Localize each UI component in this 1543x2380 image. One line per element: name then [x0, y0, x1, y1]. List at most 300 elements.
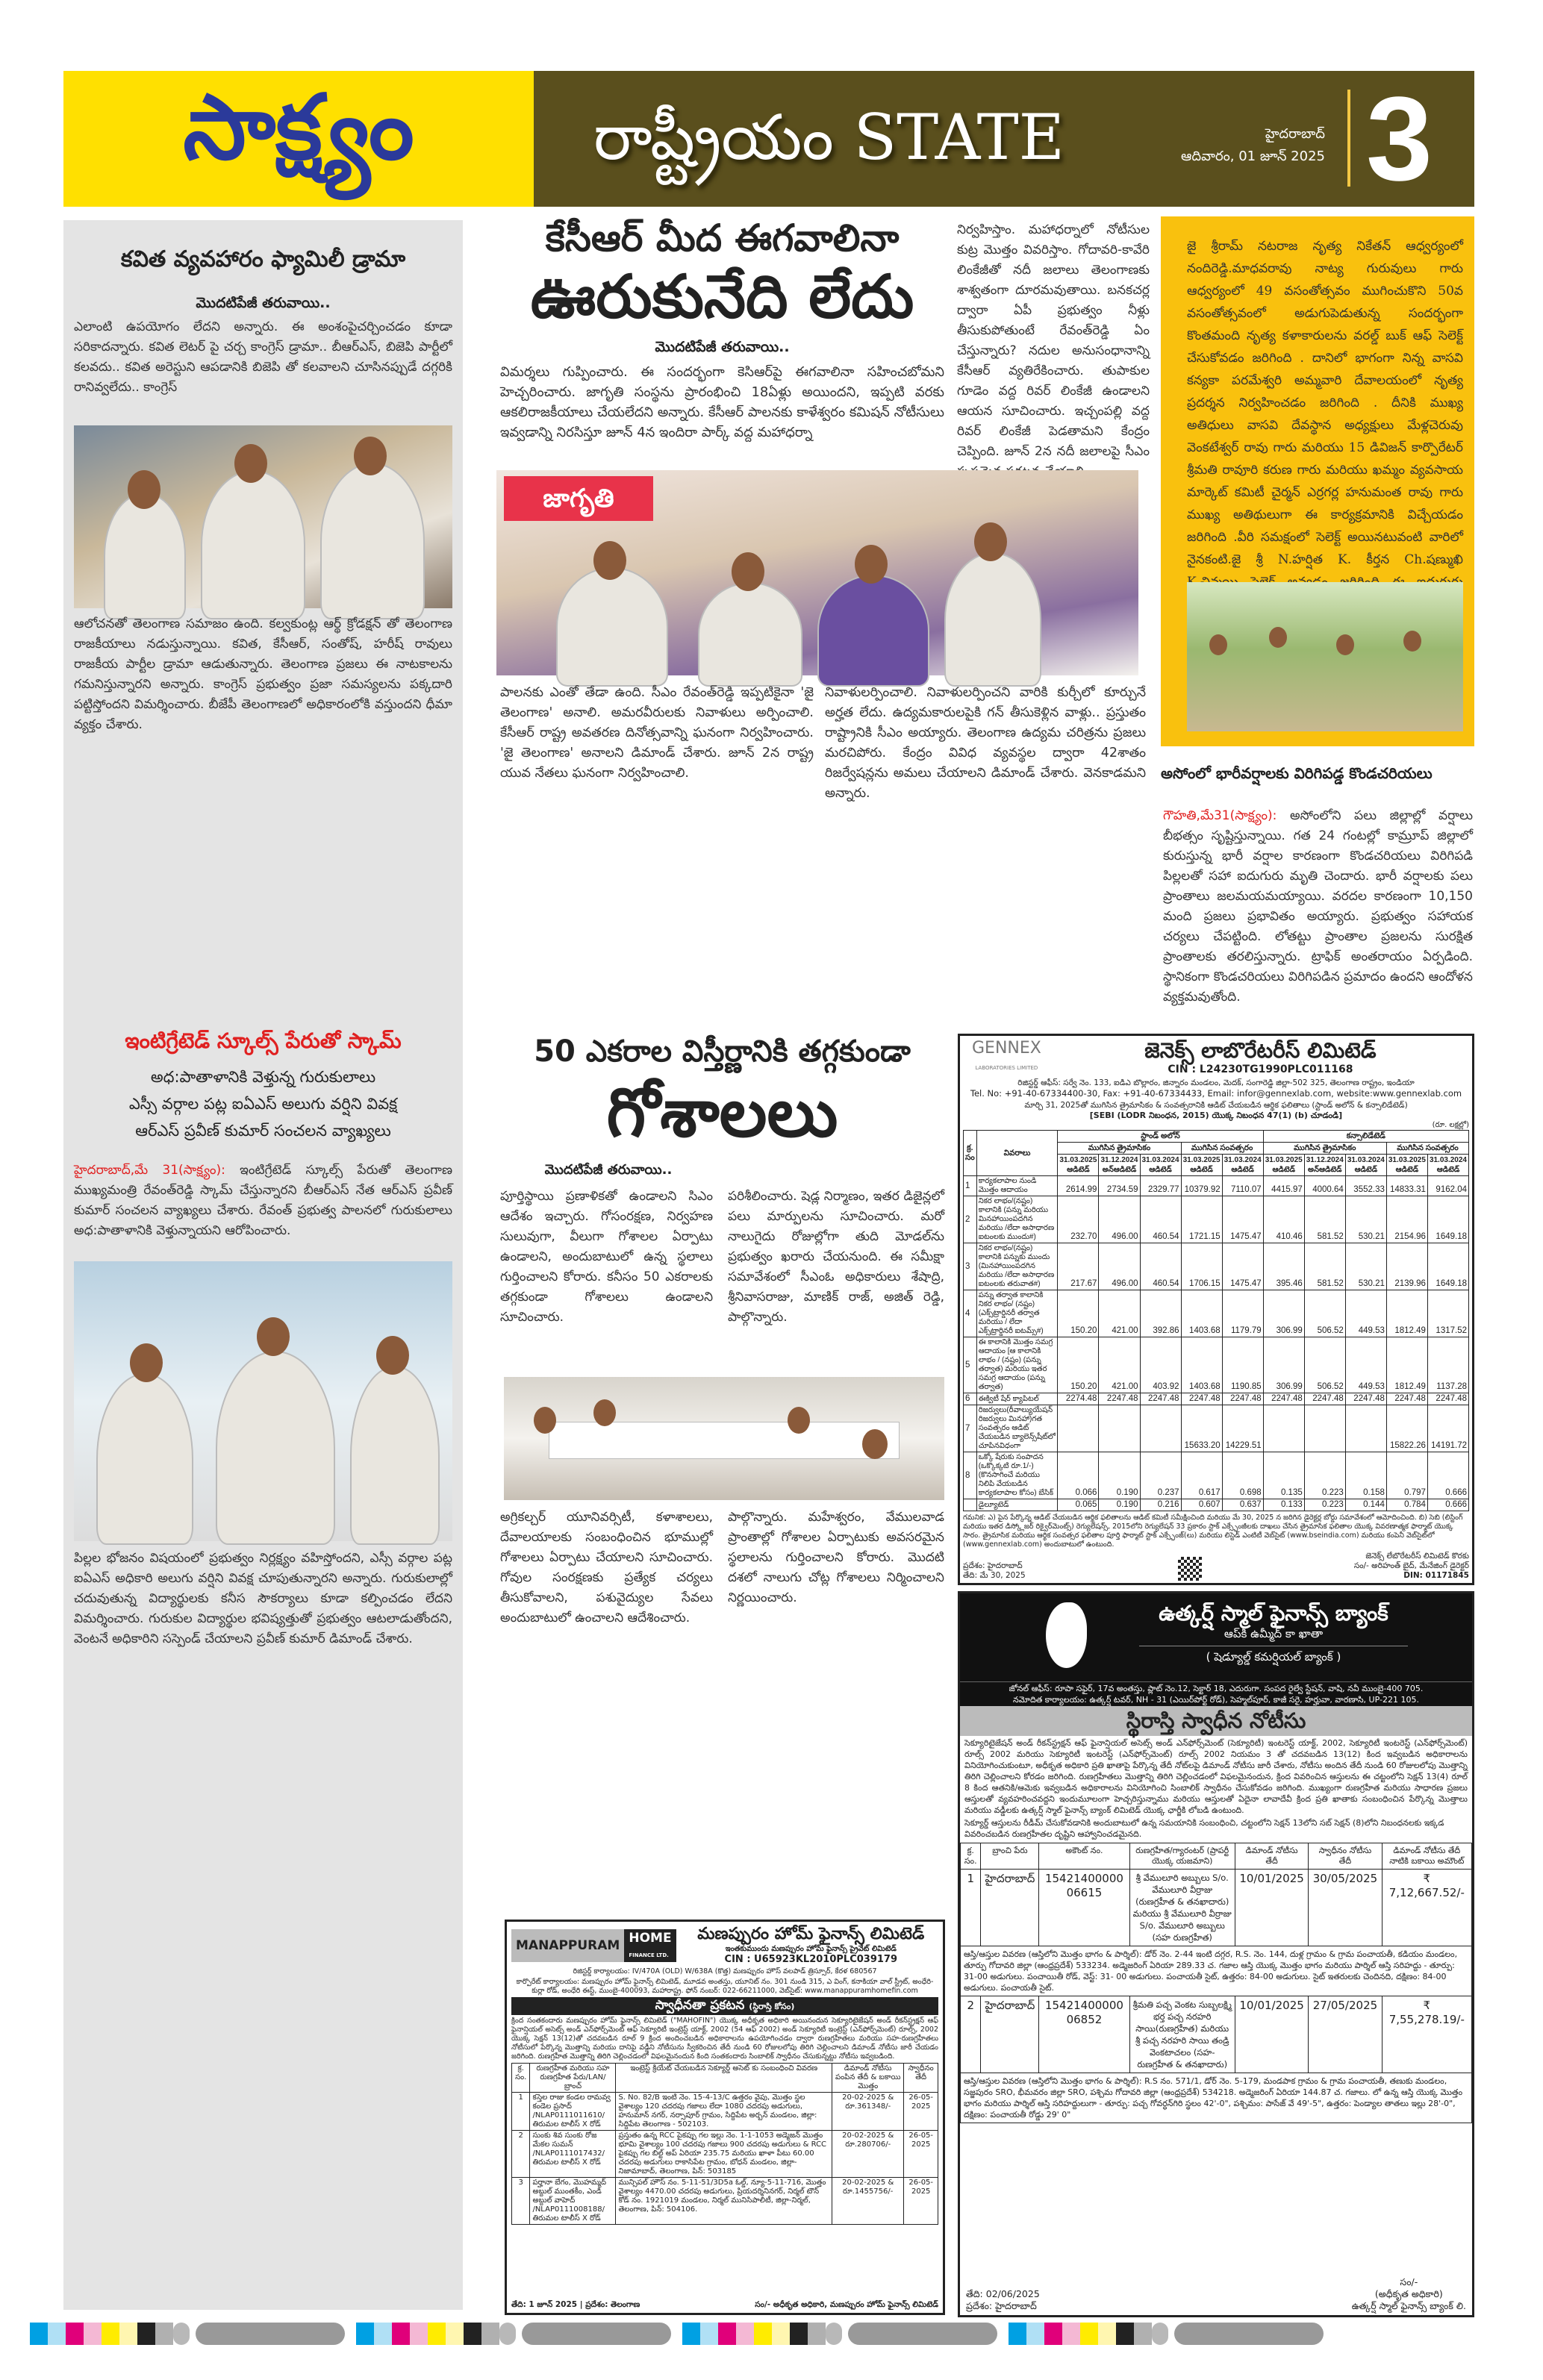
color-swatch: [808, 2323, 826, 2345]
color-swatch: [84, 2323, 102, 2345]
demand-date-amount: 20-02-2025 & రూ.1455756/-: [832, 2178, 904, 2225]
color-swatch: [464, 2323, 481, 2345]
color-swatch: [790, 2323, 808, 2345]
value-cell: 2247.48: [1140, 1393, 1181, 1405]
value-cell: 4000.64: [1304, 1176, 1345, 1196]
paragraph: పాలనకు ఎంతో తేడా ఉంది. సీఎం రేవంత్‌రెడ్డి ఇప్పటికైనా 'జై తెలంగాణ' అనాలి. అమరవీరులకు నివాళులు అర్పించాలి. కేసీఆర్ రాష్ట్ర అవతరణ దినోత్సవాన్ని ఘనంగా నిర్వహించారు. 'జై తెలంగాణ' అనాలని డిమాండ్ చేశారు. జూన్ 2న రాష్ట్ర యువ నేతలు ఘనంగా నిర్వహించాలి.: [500, 685, 814, 781]
story-body: [1187, 235, 1463, 575]
col-header: బ్రాంచి పేరు: [981, 1843, 1039, 1870]
value-cell: 506.52: [1304, 1337, 1345, 1393]
row-label: రిజర్వులు(రీవాల్యుయేషన్ రిజర్వులు మినహా)గత సంవత్సరం ఆడిట్ చేయబడిన బ్యాలెన్స్‌షీట్‌లో చూపినవిధంగా: [976, 1405, 1058, 1452]
row-label: ఈ కాలానికి మొత్తం సమగ్ర ఆదాయం [ఆ కాలానికి లాభం / (నష్టం) (పన్ను తర్వాత) మరియు ఇతర సమగ్ర ఆదాయం (పన్ను తర్వాత): [976, 1337, 1058, 1393]
value-cell: 506.52: [1304, 1290, 1345, 1337]
value-cell: 2734.59: [1099, 1176, 1140, 1196]
possession-date: 26-05-2025: [904, 2131, 938, 2178]
contact-info: Tel. No: +91-40-67334400-30, Fax: +91-40-67334433, Email: infor@gennexlab.com, website:www.gennexlab.com: [970, 1088, 1462, 1099]
color-swatch: [119, 2323, 137, 2345]
row-number: 1: [961, 1870, 981, 1946]
section-title: రాష్ట్రీయం STATE: [593, 101, 1064, 174]
story-body: [74, 1161, 452, 1250]
registration-dot: [826, 2323, 842, 2345]
paragraph: ఇంటిగ్రేటెడ్ స్కూల్స్ పేరుతో తెలంగాణ ముఖ్యమంత్రి రేవంత్‌రెడ్డి స్కామ్ చేస్తున్నారని బీఆర్ఎస్ నేత ఆర్ఎస్ ప్రవీణ్ కుమార్ సంచలన వ్యాఖ్యలు చేశారు. రేవంత్ ప్రభుత్వ పాలనలో గురుకులాలు అధ:పాతాళానికి వెళ్తున్నాయని ఆరోపించారు.: [74, 1163, 453, 1238]
value-cell: 0.666: [1427, 1499, 1468, 1511]
color-swatch: [481, 2323, 499, 2345]
row-number: 3: [512, 2178, 530, 2225]
story-headline: కేసీఆర్ మీద ఈగవాలినా: [545, 216, 900, 260]
row-number: 3: [964, 1243, 977, 1290]
color-swatch: [374, 2323, 392, 2345]
right-ads-column: [958, 1034, 1474, 2317]
value-cell: 392.86: [1140, 1290, 1181, 1337]
value-cell: 306.99: [1263, 1290, 1304, 1337]
value-cell: 15822.26: [1386, 1405, 1427, 1452]
print-color-bar: [0, 2321, 1543, 2346]
color-swatch: [1026, 2323, 1044, 2345]
story-headline-large: గోశాలలు: [606, 1074, 838, 1152]
story-headline: 50 ఎకరాల విస్తీర్ణానికి తగ్గకుండా: [534, 1034, 911, 1069]
dateline: [1181, 123, 1325, 168]
value-cell: 530.21: [1345, 1196, 1386, 1243]
row-label: డైల్యూటెడ్: [976, 1499, 1058, 1511]
value-cell: 14833.31: [1386, 1176, 1427, 1196]
registration-dot: [499, 2323, 516, 2345]
notice-text: క్రింద సంతకందారు మణప్పురం హోమ్ ఫైనాన్స్ లిమిటెడ్ ("MAHOFIN") యొక్క అధీకృత అధికారి అయినందున సెక్యూరిటైజేషన్ అండ్ రీకన్‌స్ట్రక్షన్ ఆఫ్ ఫైనాన్షియల్ అసెట్స్ అండ్ ఎన్‌ఫోర్స్‌మెంట్ ఆఫ్ సెక్యూరిటీ ఇంట్రెస్ట్ యాక్ట్, 2002 (54 ఆఫ్ 2002) అండ్ సెక్యూరిటీ ఇంట్రెస్ట్ (ఎన్‌ఫోర్స్‌మెంట్) రూల్స్, 2002 యొక్క సెక్షన్ 13(12)తో చదవబడిన రూల్ 9 క్రింద అందించబడిన అధికారాలను ఉపయోగించడం ద్వారా రుణగ్రహీతలు మరియు సహ-రుణగ్రహీతలు నోటీసులో పేర్కొన్న మొత్తాన్ని మరియు దానిపై వడ్డీని నోటీసును స్వీకరించిన తేదీ నుండి 60 రోజులలోపు తిరిగి చెల్లించాలని డిమాండ్ నోటీసు జారీ చేయడం జరిగింది. రుణగ్రహీత మొత్తాన్ని తిరిగి చెల్లించడంలో విఫలమైనందున కింది సంతకందారు సింబాలిక్ స్వాధీనం చేసుకున్నట్టు నోటీసు ఇవ్వబడింది.: [511, 2017, 938, 2061]
signatory: జెనెక్స్ లేబొరేటరీస్ లిమిటెడ్ కొరకు: [1365, 1552, 1469, 1561]
story-subheadlines: [63, 1063, 463, 1144]
color-swatch: [1080, 2323, 1098, 2345]
value-cell: 410.46: [1263, 1196, 1304, 1243]
value-cell: 1403.68: [1181, 1337, 1222, 1393]
row-label: పన్ను తర్వాత కాలానికి నికర లాభం/ (నష్టం) (ఎక్స్‌ట్రార్డినరీ తర్వాత మరియు / లేదా ఎక్స్‌ట్రార్డినరీ ఐటమ్స్#): [976, 1290, 1058, 1337]
row-number: 1: [512, 2093, 530, 2131]
value-cell: [1058, 1405, 1099, 1452]
event-photo: [1187, 582, 1463, 731]
subheadline: ఆర్ఎస్ ప్రవీణ్ కుమార్ సంచలన వ్యాఖ్యలు: [135, 1122, 391, 1140]
value-cell: [1099, 1405, 1140, 1452]
logo-text: సాక్ష్యం: [183, 76, 414, 180]
value-cell: 403.92: [1140, 1337, 1181, 1393]
bank-logo-icon: [1046, 1602, 1087, 1668]
color-swatch: [736, 2323, 754, 2345]
story-headline-large: ఊరుకునేది లేదు: [530, 262, 914, 331]
col-header: క్ర. సం.: [512, 2064, 530, 2093]
color-swatch: [137, 2323, 155, 2345]
value-cell: 395.46: [1263, 1243, 1304, 1290]
table-row: [964, 1337, 1469, 1393]
header-row: [964, 1131, 1469, 1143]
value-cell: 14191.72: [1427, 1405, 1468, 1452]
color-swatch: [682, 2323, 700, 2345]
paragraph: నివాళులర్పించాలి. నివాళులర్పించని వారికి కుర్చీలో కూర్చునే అర్హత లేదు. ఉద్యమకారులపైకి గన్ తీసుకెళ్లిన వాళ్లు.. ప్రస్తుతం రాష్ట్రానికి సీఎం అయ్యారు. తెలంగాణ ఉద్యమ చరిత్రను ప్రజలు మరచిపోరు. కేంద్రం వివిధ వ్యవస్థల ద్వారా 42శాతం రిజర్వేషన్లను అమలు చేయాలని డిమాండ్ చేశారు. వెనకాడమని అన్నారు.: [825, 685, 1146, 801]
value-cell: 0.698: [1222, 1452, 1263, 1499]
color-swatch: [772, 2323, 790, 2345]
property-row: [961, 2073, 1472, 2123]
story-body: [1163, 806, 1473, 1019]
table-row: [512, 2131, 938, 2178]
value-cell: [1140, 1405, 1181, 1452]
table-row: [964, 1290, 1469, 1337]
borrower-name: సుంకు శివ సుంకు రోజ మేకల సుమన్ /NLAP0111017432/ తిరుమల టాలీస్ X రోడ్: [530, 2131, 616, 2178]
continued-label: మొదటిపేజీ తరువాయి..: [655, 339, 790, 355]
story-body: [500, 1187, 713, 1369]
date-header: 31.03.2024 ఆడిటెడ్: [1345, 1155, 1386, 1176]
bank-addresses: జోనల్ ఆఫీస్: రూపా సఫైర్, 17వ అంతస్తు, ప్లాట్ నెం.12, సెక్టార్ 18, ఎదురుగా. సంపద రైల్వే స్టేషన్, వాషి, నవీ ముంబై-400 705. నమోదిత కార్యాలయం: ఉత్కర్ష్ టవర్, NH - 31 (ఎయిర్‌పోర్ట్ రోడ్), సెహ్మల్‌పూర్, కాజీ సరై, హర్హువా, వారణాసి, UP-221 105.: [960, 1681, 1472, 1706]
cin: CIN : L24230TG1990PLC011168: [1168, 1063, 1353, 1075]
value-cell: 2274.48: [1058, 1393, 1099, 1405]
value-cell: 0.190: [1099, 1452, 1140, 1499]
value-cell: 0.065: [1058, 1499, 1099, 1511]
asset-description: S. No. 82/B ఇంటి నెం. 15-4-13/C ఉత్తరం వైపు, మొత్తం స్థల వైశాల్యం 120 చదరపు గజాలు లేదా 1080 చదరపు అడుగులు, హనుమాన్ నగర్, నర్సాపూర్ గ్రామం, సిద్దిపేట అర్బన్ మండలం, జిల్లా: సిద్దిపేట తెలంగాణ - 502103.: [616, 2093, 832, 2131]
subgroup-header: ముగిసిన సంవత్సరం: [1181, 1143, 1263, 1155]
color-swatch: [718, 2323, 736, 2345]
color-swatch: [1134, 2323, 1152, 2345]
value-cell: 2247.48: [1386, 1393, 1427, 1405]
story-headline: ఇంటిగ్రేటెడ్ స్కూల్స్ పేరుతో స్కామ్: [125, 1028, 402, 1053]
value-cell: 2614.99: [1058, 1176, 1099, 1196]
paragraph: నిర్వహిస్తాం. మహాధర్నాలో నోటీసుల కుట్ర మొత్తం వివరిస్తాం. గోదావరి-కావేరి లింకేజీతో నదీ జలాలు తెలంగాణకు శాశ్వతంగా దూరమవుతాయి. బనకచర్ల ద్వారా ఏపీ ప్రభుత్వం నీళ్లు తీసుకుపోతుంటే రేవంత్‌రెడ్డి ఏం చేస్తున్నారు? నదుల అనుసంధానాన్ని కేసీఆర్ వ్యతిరేకించారు. తుపాకుల గూడెం వద్ద రివర్ లింకేజీ ఉండాలని ఆయన సూచించారు. ఇచ్చంపల్లి వద్ద రివర్ లింకేజీ పెడతామని కేంద్రం చెప్పింది. జూన్ 2న నదీ జలాలపై సీఎం: [957, 222, 1150, 459]
value-cell: 1721.15: [1181, 1196, 1222, 1243]
date-header: 31.12.2024 అన్‌ఆడిటెడ్: [1304, 1155, 1345, 1176]
property-description: ఆస్తి/ఆస్తుల వివరణ (ఆస్తిలోని మొత్తం భాగం & పార్శిల్): R.S నం. 571/1, డోర్ నెం. 5-179, మండపాక గ్రామం & గ్రామ పంచాయతీ, తణుకు మండలం, సజ్జపురం SRO, భీమవరం జిల్లా SRO, పశ్చిమ గోదావరి జిల్లా (ఆంధ్రప్రదేశ్) 534218. అడ్మెజరింగ్ ఏరియా 144.87 చ. గజాలు. లో ఉన్న ఆస్తి యొక్క మొత్తం భాగం మరియు పార్శిల్ ఆస్తి సరిహద్దులుగా - తూర్పు: పచ్చ గోవర్ధన్‌గిరి స్థలం 42'-0", పశ్చిమం: పాసేజ్ వే 49'-5", ఉత్తరం: పెండ్యాల తాతలు ఇల్లు 28'-0", దక్షిణం: పంచాయతీ రోడ్డు 29' 0": [961, 2073, 1472, 2123]
row-label: కార్యకలాపాల నుండి మొత్తం ఆదాయం: [976, 1176, 1058, 1196]
photo-banner: జాగృతి: [504, 476, 653, 521]
news-photo: [74, 1261, 452, 1541]
value-cell: 14229.51: [1222, 1405, 1263, 1452]
value-cell: 15633.20: [1181, 1405, 1222, 1452]
possession-date: 26-05-2025: [904, 2093, 938, 2131]
notice-text: సెక్యూరిటైజేషన్ అండ్ రీకన్‌స్ట్రక్షన్ ఆఫ్ ఫైనాన్షియల్ అసెట్స్ అండ్ ఎన్‌ఫోర్స్‌మెంట్ (సెక్యూరిటీ) ఇంటరెస్ట్ యాక్ట్, 2002, సెక్యూరిటీ ఇంటరెస్ట్ (ఎన్‌ఫోర్స్‌మెంట్) రూల్స్ 2002 మరియు సెక్యూరిటీ ఇంటరెస్ట్ (ఎన్‌ఫోర్స్‌మెంట్) రూల్స్ 2002 నియమం 3 తో చదవబడిన 13(12) కింద ఇవ్వబడిన అధికారాలను వినియోగించుకుంటూ, అధీకృత అధికారి ప్రతి ఖాతాపై పేర్కొన్న తేదీ నోట్‌లపై డిమాండ్ నోటీసు జారీ చేశారు, నోటీసు అందిన తేదీ నుండి 60 రోజులలోపు మొత్తాన్ని తిరిగి చెల్లించాలని కోరడం జరిగింది. రుణగ్రహీతలు మొత్తాన్ని తిరిగి చెల్లించడంలో విఫలమైనందున, క్రింద వివరించిన ఆస్తులను ఈ చట్టంలోని సెక్షన్ 13(4) రూల్ 8 కింద ఆతనికి/ఆమెకు ఇవ్వబడిన అధికారాలను వినియోగించి సింబాలిక్ స్వాధీనం చేసుకోవడం జరిగింది. ముఖ్యంగా రుణగ్రహీత మరియు సాధారణ ప్రజలు ఆస్తులతో వ్యవహరించవద్దని ఇందుమూలంగా హెచ్చరిస్తున్నాము మరియు ఆస్తులతో ఏదైనా లావాదేవీ క్రింద ప్రతి ఖాతాకు సంబంధించిన పేర్కొన్న మొత్తాలు మరియు వడ్డీలకు ఉత్కర్ష్ స్మాల్ ఫైనాన్స్ బ్యాంక్ లిమిటెడ్ యొక్క ఛార్జీకి లోబడి ఉంటుంది.: [964, 1738, 1468, 1815]
color-swatch: [30, 2323, 48, 2345]
color-swatch: [428, 2323, 446, 2345]
story-body: [500, 1508, 713, 1911]
demand-date-amount: 20-02-2025 & రూ.280706/-: [832, 2131, 904, 2178]
value-cell: 1317.52: [1427, 1290, 1468, 1337]
color-swatch: [66, 2323, 84, 2345]
row-label: ఒక్కో షేరుకు సంపాదన (ఒక్కొక్కటి రూ.1/-) (కొనసాగించే మరియు నిలిపి వేయబడిన కార్యకలాపాల కోసం) బేసిక్: [976, 1452, 1058, 1499]
col-header: క్ర. సం: [964, 1131, 977, 1176]
subgroup-header: ముగిసిన త్రైమాసికం: [1058, 1143, 1181, 1155]
bank-tagline: ఆప్‌కీ ఉమ్మీద్ కా ఖాతా: [1224, 1627, 1324, 1640]
value-cell: 0.223: [1304, 1499, 1345, 1511]
table-row: [964, 1176, 1469, 1196]
group-header: కన్సాలిడేటెడ్: [1263, 1131, 1468, 1143]
col-header: డిమాండ్ నోటీసు పంపిన తేదీ & బకాయి మొత్తం: [832, 2064, 904, 2093]
row-number: 2: [961, 1996, 981, 2073]
col-header: రుణగ్రహీత మరియు సహ రుణగ్రహీత పేరు/LAN/ బ్రాంచ్: [530, 2064, 616, 2093]
row-number: 8: [964, 1452, 977, 1499]
demand-date: 10/01/2025: [1235, 1996, 1308, 2073]
dance-event-box: [1161, 216, 1474, 746]
value-cell: 460.54: [1140, 1243, 1181, 1290]
col-header: అకౌంట్ నం.: [1039, 1843, 1129, 1870]
color-swatch: [102, 2323, 119, 2345]
date: తేది: మే 30, 2025: [963, 1571, 1026, 1580]
value-cell: 3552.33: [1345, 1176, 1386, 1196]
story-body: [74, 1549, 452, 2302]
financial-results-table: [963, 1130, 1469, 1511]
story-body: [500, 683, 814, 989]
color-swatch: [1009, 2323, 1026, 2345]
divider: [1347, 90, 1350, 187]
value-cell: 530.21: [1345, 1243, 1386, 1290]
regd-office: రిజిస్టర్డ్ ఆఫీస్: సర్వే నెం. 133, ఐడిఎ బొల్లారం, జిన్నారం మండలం, మెదక్, సంగారెడ్డి జిల్లా-502 325, తెలంగాణ రాష్ట్రం, ఇండియా: [1017, 1078, 1415, 1087]
story-body: [500, 362, 944, 466]
asset-description: మున్సిపల్ హౌస్ నం. 5-11-51/3D5a ఓల్డ్, న్యూ-5-11-716, మొత్తం వైశాల్యం 4470.00 చదరపు అడుగులు, ప్రియదర్శినినగర్, నిర్మల్ టౌన్ కోడ్ నం. 1921019 మండలం, నిర్మల్ మునిసిపాలిటీ, జిల్లా-నిర్మల్, తెలంగాణ, పిన్: 504106.: [616, 2178, 832, 2225]
utkarsh-possession-ad: [958, 1591, 1474, 2317]
value-cell: 0.190: [1099, 1499, 1140, 1511]
page-number: 3: [1366, 72, 1433, 205]
manappuram-ad: [505, 1920, 945, 2315]
table-row: [964, 1243, 1469, 1290]
place: ప్రదేశం: హైదరాబాద్: [966, 2300, 1037, 2311]
value-cell: 0.223: [1304, 1452, 1345, 1499]
row-number: 2: [512, 2131, 530, 2178]
value-cell: 1475.47: [1222, 1196, 1263, 1243]
value-cell: 2247.48: [1222, 1393, 1263, 1405]
outstanding-amount: ₹ 7,55,278.19/-: [1382, 1996, 1471, 2073]
col-header: డిమాండ్ నోటీసు తేదీ: [1235, 1843, 1308, 1870]
value-cell: 217.67: [1058, 1243, 1099, 1290]
paragraph: జై శ్రీరామ్ నటరాజ నృత్య నికేతన్ ఆధ్వర్యంలో నందిరెడ్డి.మాధవరావు నాట్య గురువులు గారు ఆధ్వర్యంలో 49 వసంతోత్సవం ముగించుకొని 50వ వసంతోత్సవంలో అడుగుపెడుతున్న సందర్భంగా కొంతమంది నృత్య కళాకారులను వరల్డ్ బుక్ ఆఫ్ సెలెక్ట్ చేసుకోవడం జరిగింది . దానిలో భాగంగా నిన్న వాసవి కన్యకా పరమేశ్వరి అమ్మవారి దేవాలయంలో నృత్య ప్రదర్శన నిర్వహించడం జరిగింది . దీనికి ముఖ్య అతిధులు వాసవి దేవస్థాన అధ్యక్షులు మేళ్లచెరువు వెంకటేశ్వర్ రావు గారు మరియు 15 డివిజన్ కార్పొరేటర్ శ్రీమతి రావూరి కరుణ గారు మరియు ఖమ్మం వ్యవసాయ మార్కెట్ కమిటీ చైర్మన్ ఎర్రగర్ల హనుమంత రావు గారు ముఖ్య అతిథులుగా ఈ కార్యక్రమానికి విచ్చేయడం జరిగింది .వీరి సమక్షంలో సెలెక్ట్ అయినటువంటి వారిలో నైనకంటి.జై శ్రీ N.హర్షిత K. కీర్తన Ch.షణ్ముఖి: [1187, 239, 1463, 567]
value-cell: 581.52: [1304, 1196, 1345, 1243]
regd-office: రిజిస్టర్డ్ కార్యాలయం: IV/470A (OLD) W/638A (కొత్త) మణప్పురం హౌస్ వలపాడ్ త్రిస్సూర్, కేరళ 680567: [573, 1967, 877, 1975]
value-cell: 2247.48: [1427, 1393, 1468, 1405]
registration-dot: [1152, 2323, 1168, 2345]
paragraph: ఎలాంటి ఉపయోగం లేదని అన్నారు. ఈ అంశంపైచర్చించడం కూడా సరికాదన్నారు. కవిత లెటర్ పై చర్చ కాంగ్రెస్ డ్రామా.. బీఆర్ఎస్, బిజెపి పార్టీలో కలవదు.. కవిత అరెస్టుని ఆపడానికి బిజెపి తో కలవాలని చూసినప్పుడే దగ్గరికి రానివ్వలేదు.. కాంగ్రెస్: [74, 319, 452, 395]
row-number: 4: [964, 1290, 977, 1337]
signatory: సం/- అధీకృత అధికారి, మణప్పురం హోమ్ ఫైనాన్స్ లిమిటెడ్: [755, 2300, 938, 2309]
table-row: [961, 1996, 1472, 2073]
value-cell: 4415.97: [1263, 1176, 1304, 1196]
col-header: స్వాధీనం తేదీ: [904, 2064, 938, 2093]
manappuram-logo: MANAPPURAM HOME FINANCE LTD.: [511, 1929, 676, 1962]
story-headline: అసోంలో భారీవర్షాలకు విరిగిపడ్డ కొండచరియలు: [1161, 764, 1433, 782]
value-cell: 0.144: [1345, 1499, 1386, 1511]
story-body: [825, 683, 1146, 989]
company-title: జెనెక్స్ లాబొరేటరీస్ లిమిటెడ్: [1144, 1038, 1377, 1063]
section-banner: [534, 71, 1474, 207]
paragraph: విమర్శలు గుప్పించారు. ఈ సందర్భంగా కెసిఆర్‌పై ఈగవాలినా సహించబోమని హెచ్చరించారు. జాగృతి సంస్థను ప్రారంభించి 18ఏళ్లు అయిందని, ఇప్పటి వరకు ఆకలిరాజకీయాలు చేయలేదని అన్నారు. కేసీఆర్ పాలనకు కాళేశ్వరం కమిషన్ నోటీసులు ఇవ్వడాన్ని నిరసిస్తూ జూన్ 4న ఇందిరా పార్క్ వద్ద మహాధర్నా: [500, 364, 944, 440]
demand-date-amount: 20-02-2025 & రూ.361348/-: [832, 2093, 904, 2131]
story-body: [728, 1508, 944, 1911]
possession-date: 30/05/2025: [1309, 1870, 1382, 1946]
signature: సం/-: [1400, 2276, 1418, 2287]
date-header: 31.12.2024 అన్‌ఆడిటెడ్: [1099, 1155, 1140, 1176]
color-swatch: [1116, 2323, 1134, 2345]
borrower-name: శ్రీ వేములూరి అబ్బులు S/o. వేములూరి వీర్రాజు (రుణగ్రహీత & తనఖాదారు) మరియు శ్రీ వేములూరి వీర్రాజు S/o. వేములూరి అబ్బులు (సహ రుణగ్రహీత): [1129, 1870, 1235, 1946]
value-cell: 0.158: [1345, 1452, 1386, 1499]
col-header: వివరాలు: [976, 1131, 1058, 1176]
gray-bar: [848, 2323, 997, 2345]
notice-title: స్వాధీనతా ప్రకటన (స్థిరాస్తి కోసం): [511, 1997, 938, 2015]
cin: CIN : U65923KL2010PLC039179: [724, 1954, 898, 1965]
qr-code: [1178, 1557, 1202, 1581]
news-photo: [504, 1377, 944, 1500]
row-number: 2: [964, 1196, 977, 1243]
value-cell: 449.53: [1345, 1290, 1386, 1337]
table-row: [512, 2093, 938, 2131]
date: తేది: 02/06/2025: [966, 2288, 1040, 2299]
value-cell: 1812.49: [1386, 1290, 1427, 1337]
color-swatch: [48, 2323, 66, 2345]
newspaper-logo: [63, 71, 534, 207]
value-cell: 1190.85: [1222, 1337, 1263, 1393]
col-header: డిమాండ్ నోటీసు తేదీ నాటికి బకాయి అమౌంట్: [1382, 1843, 1471, 1870]
value-cell: 449.53: [1345, 1337, 1386, 1393]
continued-label: మొదటిపేజీ తరువాయి..: [544, 1162, 673, 1178]
gray-bar: [1174, 2323, 1324, 2345]
value-cell: 0.066: [1058, 1452, 1099, 1499]
demand-date: 10/01/2025: [1235, 1870, 1308, 1946]
row-number: 7: [964, 1405, 977, 1452]
value-cell: 0.135: [1263, 1452, 1304, 1499]
story-body: [957, 220, 1150, 466]
paragraph: పూర్తిస్థాయి ప్రణాళికతో ఉండాలని సిఎం ఆదేశం ఇచ్చారు. గోసంరక్షణ, నిర్వహణ సులువుగా, వీలుగా గోశాలల ఏర్పాటు ఉండాలని, అందుబాటులో ఉన్న స్థలాలు గుర్తించాలని కోరారు. కనీసం 50 ఎకరాలకు తగ్గకుండా గోశాలలు ఉండాలని సూచించారు.: [500, 1189, 713, 1325]
notes: గమనిక: ఎ) పైన పేర్కొన్న ఆడిట్ చేయబడిన ఆర్థిక ఫలితాలను ఆడిట్ కమిటీ సమీక్షించింది మరియు మే 30, 2025 న జరిగిన డైరెక్టర్ల బోర్డు సమావేశంలో ఆమోదించింది. బి) సెబి (లిస్టింగ్ మరియు ఇతర డిస్క్లోజర్ రిక్వైర్‌మెంట్స్) రెగ్యులేషన్స్, 2015లోని రెగ్యులేషన్ 33 ప్రకారం స్టాక్ ఎక్స్ఛేంజీలకు దాఖలు చేసిన త్రైమాసిక ఫలితాల యొక్క వివరణాత్మక ఫార్మాట్ యొక్క సారం. త్రైమాసిక మరియు ఆర్థిక సంవత్సర ఫలితాల పూర్తి ఫార్మాట్ స్టాక్ ఎక్స్ఛేంజ్(లు) మరియు లిస్టెడ్ ఎంటిటీ వెబ్‌సైట్ (www.bseindia.com) మరియు కంపెనీ వెబ్‌సైట్‌లో (www.gennexlab.com) అందుబాటులో ఉంటుంది.: [963, 1514, 1463, 1549]
signatory-title: (అధీకృత అధికారి): [1374, 2288, 1443, 2299]
story-headline: కవిత వ్యవహారం ఫ్యామిలీ డ్రామా: [120, 246, 406, 272]
row-number: 5: [964, 1337, 977, 1393]
branch-name: హైదరాబాద్: [981, 1996, 1039, 2073]
value-cell: 2154.96: [1386, 1196, 1427, 1243]
news-photo: [74, 425, 452, 608]
value-cell: 2247.48: [1181, 1393, 1222, 1405]
gray-bar: [196, 2323, 345, 2345]
table-row: [964, 1452, 1469, 1499]
color-swatch: [410, 2323, 428, 2345]
news-photo: [496, 470, 1138, 675]
story-body: [74, 317, 452, 422]
value-cell: 232.70: [1058, 1196, 1099, 1243]
value-cell: 2247.48: [1263, 1393, 1304, 1405]
continued-label: మొదటిపేజీ తరువాయి..: [196, 295, 331, 311]
subheadline: అధ:పాతాళానికి వెళ్తున్న గురుకులాలు: [150, 1068, 376, 1086]
value-cell: 460.54: [1140, 1196, 1181, 1243]
table-row: [961, 1870, 1472, 1946]
table-row: [964, 1196, 1469, 1243]
value-cell: 150.20: [1058, 1337, 1099, 1393]
col-header: ఇంట్రెస్ట్ క్రియేట్ చేయబడిన సెక్యూర్డ్ అసెట్ కు సంబంధించి వివరణ: [616, 2064, 832, 2093]
subgroup-header: ముగిసిన త్రైమాసికం: [1263, 1143, 1386, 1155]
color-swatch: [446, 2323, 464, 2345]
value-cell: 421.00: [1099, 1290, 1140, 1337]
value-cell: 2247.48: [1345, 1393, 1386, 1405]
value-cell: 496.00: [1099, 1243, 1140, 1290]
value-cell: 0.607: [1181, 1499, 1222, 1511]
table-row: [964, 1499, 1469, 1511]
property-description: ఆస్తి/ఆస్తుల వివరణ (ఆస్తిలోని మొత్తం భాగం & పార్శిల్): డోర్ నెం. 2-44 ఇంటి దగ్గర, R.S. నెం. 144, దుళ్ల గ్రామం & గ్రామ పంచాయతీ, కడియం మండలం, తూర్పు గోదావరి జిల్లా (ఆంధ్రప్రదేశ్) 533234. అడ్మెజరింగ్ ఏరియా 289.33 చ. గజాల ఆస్తి యొక్క మొత్తం భాగం మరియు పార్శిల్ ఆస్తి సరిహద్దు - తూర్పు: 31-00 అడుగులు. పంచాయితీ రోడ్, వెస్ట్: 31- 00 అడుగులు. పంచాయతీ సైట్, ఉత్తరం: 84-00 అడుగులు. సైట్ ఇతరులకు చెందినది, దక్షిణం: 84-00 అడుగులు. పంచాయతీ సైట్.: [961, 1946, 1472, 1996]
date-header: 31.03.2025 ఆడిటెడ్: [1058, 1155, 1099, 1176]
value-cell: 2247.48: [1099, 1393, 1140, 1405]
account-number: 15421400000 06852: [1039, 1996, 1129, 2073]
date-header: 31.03.2025 ఆడిటెడ్: [1263, 1155, 1304, 1176]
story-body: [728, 1187, 944, 1369]
value-cell: 10379.92: [1181, 1176, 1222, 1196]
date-header: 31.03.2025 ఆడిటెడ్: [1181, 1155, 1222, 1176]
value-cell: 2247.48: [1304, 1393, 1345, 1405]
dateline: గౌహతి,మే31(సాక్ష్యం):: [1163, 808, 1277, 823]
value-cell: 2139.96: [1386, 1243, 1427, 1290]
gennex-results-ad: [958, 1034, 1474, 1585]
company-title: మణప్పురం హోమ్ ఫైనాన్స్ లిమిటెడ్: [697, 1925, 925, 1943]
value-cell: 0.617: [1181, 1452, 1222, 1499]
date-place: తేది: 1 జూన్ 2025 | ప్రదేశం: తెలంగాణ: [511, 2300, 640, 2309]
value-cell: 0.637: [1222, 1499, 1263, 1511]
bank-title: ఉత్కర్ష్ స్మాల్ ఫైనాన్స్ బ్యాంక్: [1159, 1601, 1388, 1625]
date-header: 31.03.2025 ఆడిటెడ్: [1386, 1155, 1427, 1176]
row-number: 1: [964, 1176, 977, 1196]
paragraph: అగ్రికల్చర్ యూనివర్సిటీ, కళాశాలలు, దేవాలయాలకు సంబంధించిన భూముల్లో గోశాలలు ఏర్పాటు చేయాలని సూచించారు. గోవుల సంరక్షణకు ప్రత్యేక చర్యలు తీసుకోవాలని, పశువైద్యుల సేవలు అందుబాటులో ఉంచాలని ఆదేశించారు.: [500, 1510, 713, 1625]
bank-header: [960, 1593, 1472, 1681]
value-cell: 0.133: [1263, 1499, 1304, 1511]
date-header: 31.03.2024 ఆడిటెడ్: [1222, 1155, 1263, 1176]
value-cell: 1403.68: [1181, 1290, 1222, 1337]
row-label: ఈక్విటీ షేర్ క్యాపిటల్: [976, 1393, 1058, 1405]
row-number: [964, 1499, 977, 1511]
value-cell: 1812.49: [1386, 1337, 1427, 1393]
left-column: [63, 220, 463, 2310]
value-cell: 2329.77: [1140, 1176, 1181, 1196]
paragraph: పరిశీలించారు. షెడ్ల నిర్మాణం, ఇతర డిజైన్లలో పలు మార్పులను సూచించారు. మరో నాలుగైదు రోజుల్లోగా తుది మోడల్‌ను ప్రభుత్వం ఖరారు చేయనుంది. ఈ సమీక్షా సమావేశంలో సీఎంఓ అధికారులు శేషాద్రి, శ్రీనివాసరాజు, మాణిక్ రాజ్, అజిత్ రెడ్డి, పాల్గొన్నారు.: [728, 1189, 944, 1325]
value-cell: 0.797: [1386, 1452, 1427, 1499]
gray-bar: [522, 2323, 671, 2345]
din: DIN: 01171845: [1403, 1571, 1469, 1580]
value-cell: 7110.07: [1222, 1176, 1263, 1196]
color-swatch: [1062, 2323, 1080, 2345]
value-cell: 0.666: [1427, 1452, 1468, 1499]
value-cell: 306.99: [1263, 1337, 1304, 1393]
value-cell: 1137.28: [1427, 1337, 1468, 1393]
table-row: [964, 1393, 1469, 1405]
paragraph: అసోంలోని పలు జిల్లాల్లో వర్షాలు బీభత్సం సృష్టిస్తున్నాయి. గత 24 గంటల్లో కామ్రూప్ జిల్లాలో కురుస్తున్న భారీ వర్షాల కారణంగా కొండచరియలు విరిగిపడి పిల్లలతో సహా ఐదుగురు మృతి చెందారు. భారీ వర్షాలకు పలు ప్రాంతాలు జలమయమయ్యాయి. వరదల కారణంగా 10,150 మంది ప్రజలు ప్రభావితం అయ్యారు. ప్రభుత్వం సహాయక చర్యలు చేపట్టింది. లోతట్టు ప్రాంతాల ప్రజలను సురక్షిత ప్రాంతాలకు తరలిస్తున్నారు. ట్రాఫిక్ అంతరాయం ఏర్పడింది. స్థానికంగా కొండచరియలు విరిగిపడిన ప్రమాదం ఉందని ఆందోళన వ్యక్తమవుతోంది.: [1163, 808, 1473, 1005]
color-swatch: [155, 2323, 173, 2345]
paragraph: ఆలోచనతో తెలంగాణ సమాజం ఉంది. కల్వకుంట్ల ఆర్థ్ క్రోడక్షన్ తో తెలంగాణ రాజకీయాలు నడుస్తున్నాయి. కవిత, కేసీఆర్, సంతోష్, హరీష్ రావులు రాజకీయ పార్టీల డ్రామా ఆడుతున్నారు. తెలంగాణ ప్రజలు ఈ నాటకాలను గమనిస్తున్నారని అన్నారు. కాంగ్రెస్ ప్రభుత్వం ప్రజా సమస్యలను పక్కదారి పట్టిస్తోందని విమర్శించారు. బీజేపీ తెలంగాణలో అధికారంలోకి వస్తుందని ధీమా వ్యక్తం చేశారు.: [74, 616, 452, 732]
signatory-name: సం/- అరిహంత్ బైద్, మేనేజింగ్ డైరెక్టర్: [1353, 1561, 1469, 1570]
value-cell: 9162.04: [1427, 1176, 1468, 1196]
value-cell: 421.00: [1099, 1337, 1140, 1393]
registration-dot: [173, 2323, 190, 2345]
row-label: నికర లాభం/(నష్టం) కాలానికి పన్నుకు ముందు (మినహాయింపదగిన మరియు /లేదా అసాధారణ ఐటంలకు తరువాత#): [976, 1243, 1058, 1290]
col-header: రుణగ్రహీత/గ్యారంటర్ (ప్రాపర్టీ యొక్క యజమాని): [1129, 1843, 1235, 1870]
unit-label: (రూ. లక్షల్లో): [1432, 1121, 1469, 1129]
table-row: [964, 1405, 1469, 1452]
edition-city: హైదరాబాద్: [1265, 126, 1325, 142]
former-name: ఇంతకుముందు మణప్పురం హోమ్ ఫైనాన్స్ ప్రైవేట్ లిమిటెడ్: [725, 1945, 897, 1953]
signatory-bank: ఉత్కర్ష్ స్మాల్ ఫైనాన్స్ బ్యాంక్ లి.: [1351, 2300, 1466, 2311]
value-cell: 0.784: [1386, 1499, 1427, 1511]
color-swatch: [700, 2323, 718, 2345]
color-swatch: [1098, 2323, 1116, 2345]
borrower-name: కస్తెల రాజు కండల రామవ్వ కండెల ప్రసాద్ /NLAP0111011610/ తిరుమల టాలీస్ X రోడ్: [530, 2093, 616, 2131]
possession-table: [960, 1843, 1472, 2123]
dateline: హైదరాబాద్,మే 31(సాక్ష్యం):: [74, 1163, 225, 1178]
table-row: [512, 2178, 938, 2225]
value-cell: 0.237: [1140, 1452, 1181, 1499]
date-header: 31.03.2024 ఆడిటెడ్: [1427, 1155, 1468, 1176]
row-label: నికర లాభం/(నష్టం) కాలానికి (పన్ను మరియు మినహాయింపదగిన మరియు /లేదా అసాధారణ ఐటంలకు ముందు#): [976, 1196, 1058, 1243]
place: ప్రదేశం: హైదరాబాద్: [963, 1561, 1023, 1570]
value-cell: 1649.18: [1427, 1196, 1468, 1243]
color-swatch: [1044, 2323, 1062, 2345]
value-cell: 0.216: [1140, 1499, 1181, 1511]
branch-name: హైదరాబాద్: [981, 1870, 1039, 1946]
edition-date: ఆదివారం, 01 జూన్ 2025: [1181, 149, 1325, 164]
bank-type: ( షెడ్యూల్డ్ కమర్షియల్ బ్యాంక్ ): [1206, 1650, 1341, 1664]
value-cell: 581.52: [1304, 1243, 1345, 1290]
results-heading: మార్చి 31, 2025తో ముగిసిన త్రైమాసికం & సంవత్సరానికి ఆడిట్ చేయబడిన ఆర్థిక ఫలితాలు (స్టాండ్ అలోన్ & కన్సాలిడేటెడ్): [1024, 1101, 1408, 1110]
possession-date: 27/05/2025: [1309, 1996, 1382, 2073]
property-row: [961, 1946, 1472, 1996]
